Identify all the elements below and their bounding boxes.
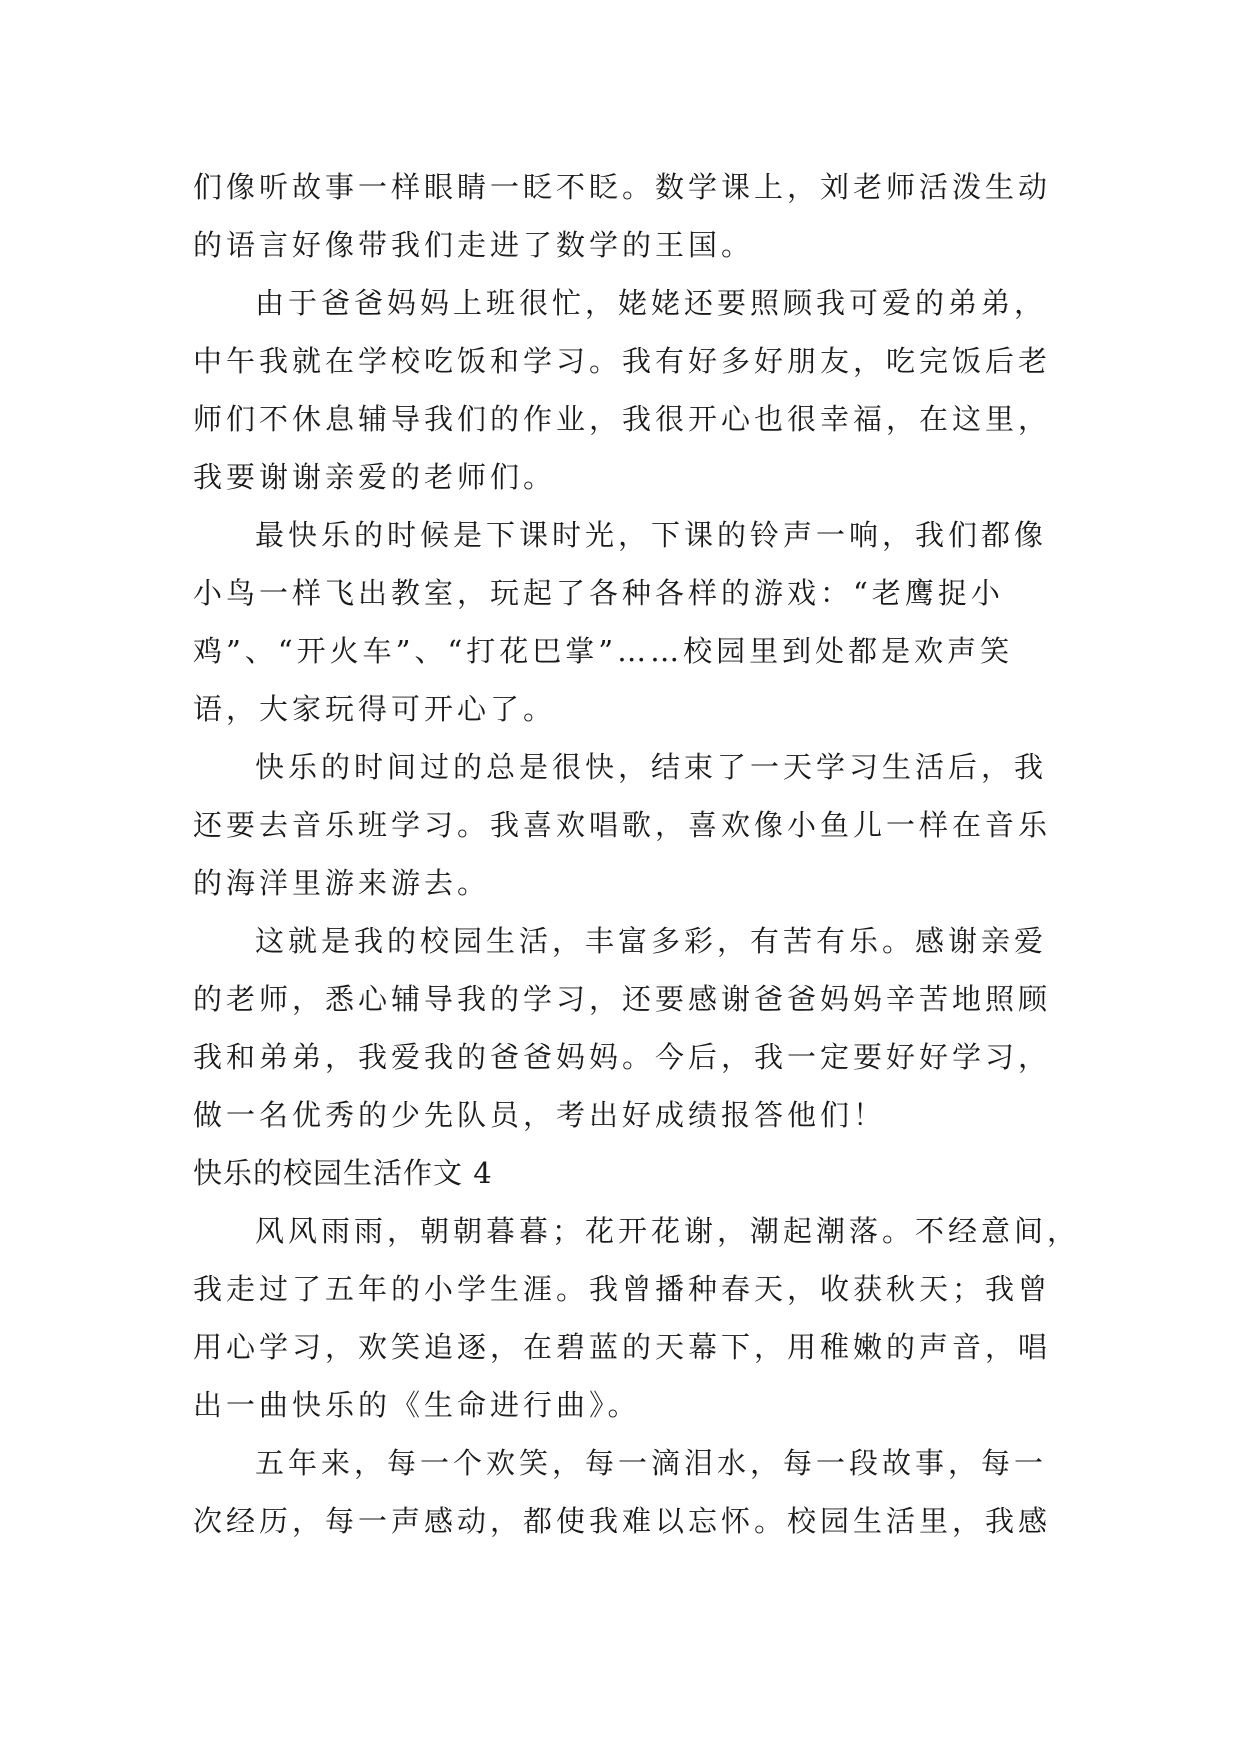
text-line: 们像听故事一样眼睛一眨不眨。数学课上，刘老师活泼生动 [193,170,1052,204]
text-line: 还要去音乐班学习。我喜欢唱歌，喜欢像小鱼儿一样在音乐 [193,808,1052,842]
text-line: 小鸟一样飞出教室，玩起了各种各样的游戏：“老鹰捉小 [193,576,1004,610]
text-line: 我要谢谢亲爱的老师们。 [193,460,557,494]
paragraph-start-line: 风风雨雨，朝朝暮暮；花开花谢，潮起潮落。不经意间， [255,1214,1081,1248]
text-line: 的海洋里游来游去。 [193,866,491,900]
text-line: 我走过了五年的小学生涯。我曾播种春天，收获秋天；我曾 [193,1272,1052,1306]
text-line: 语，大家玩得可开心了。 [193,692,557,726]
paragraph-start-line: 五年来，每一个欢笑，每一滴泪水，每一段故事，每一 [255,1446,1048,1480]
text-line: 中午我就在学校吃饭和学习。我有好多好朋友，吃完饭后老 [193,344,1052,378]
section-heading: 快乐的校园生活作文 4 [193,1156,493,1190]
text-line: 的语言好像带我们走进了数学的王国。 [193,228,755,262]
text-line: 次经历，每一声感动，都使我难以忘怀。校园生活里，我感 [193,1504,1052,1538]
text-line: 鸡”、“开火车”、“打花巴掌”……校园里到处都是欢声笑 [193,634,1014,668]
text-line: 我和弟弟，我爱我的爸爸妈妈。今后，我一定要好好学习， [193,1040,1052,1074]
text-line: 做一名优秀的少先队员，考出好成绩报答他们！ [193,1098,887,1132]
text-line: 的老师，悉心辅导我的学习，还要感谢爸爸妈妈辛苦地照顾 [193,982,1052,1016]
paragraph-start-line: 快乐的时间过的总是很快，结束了一天学习生活后，我 [255,750,1048,784]
paragraph-start-line: 这就是我的校园生活，丰富多彩，有苦有乐。感谢亲爱 [255,924,1048,958]
text-line: 出一曲快乐的《生命进行曲》。 [193,1388,641,1422]
text-line: 用心学习，欢笑追逐，在碧蓝的天幕下，用稚嫩的声音，唱 [193,1330,1052,1364]
paragraph-start-line: 由于爸爸妈妈上班很忙，姥姥还要照顾我可爱的弟弟， [255,286,1048,320]
paragraph-start-line: 最快乐的时候是下课时光，下课的铃声一响，我们都像 [255,518,1048,552]
document-body [193,158,1081,1550]
text-line: 师们不休息辅导我们的作业，我很开心也很幸福，在这里， [193,402,1052,436]
